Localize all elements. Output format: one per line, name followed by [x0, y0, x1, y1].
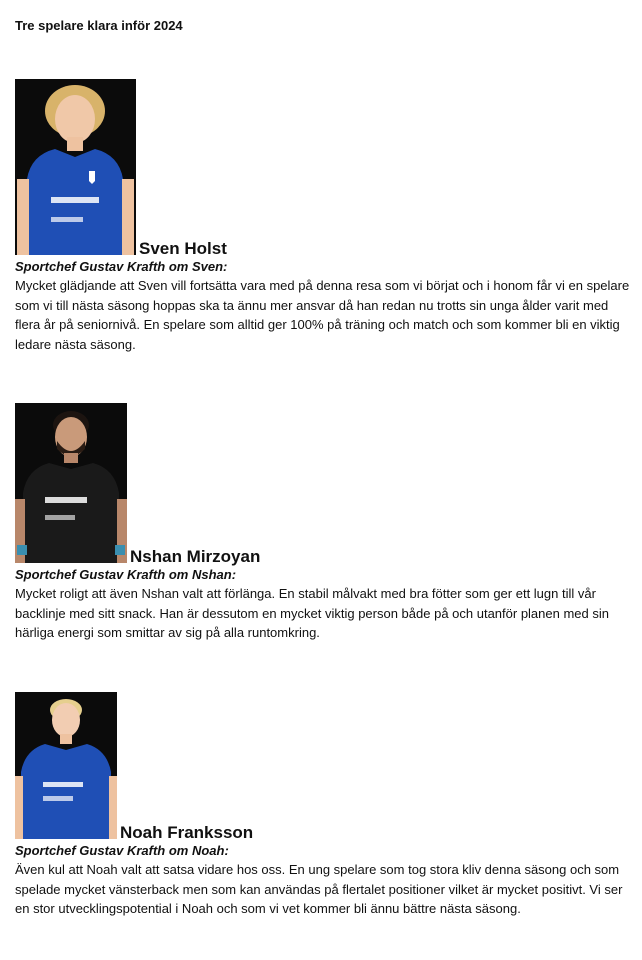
- player-section-sven: [15, 79, 635, 354]
- quote-heading: Sportchef Gustav Krafth om Noah:: [15, 843, 229, 858]
- player-photo-illustration: [15, 79, 136, 255]
- player-description: Även kul att Noah valt att satsa vidare hos oss. En ung spelare som tog stora kliv denna säsong och som spelade mycket vänsterback men som kan användas på flertalet positioner vilket är mycket positivt. Vi ser en stor utvecklingspotential i Noah och som vi vet kommer bli ännu bättre nästa säsong.: [15, 862, 623, 916]
- quote-heading: Sportchef Gustav Krafth om Sven:: [15, 259, 228, 274]
- page-title: Tre spelare klara inför 2024: [15, 18, 183, 33]
- player-photo: [15, 403, 127, 563]
- player-name: Noah Franksson: [120, 823, 254, 842]
- quote-heading: Sportchef Gustav Krafth om Nshan:: [15, 567, 237, 582]
- player-photo-illustration: [15, 692, 117, 839]
- player-name: Sven Holst: [139, 239, 227, 258]
- player-photo: [15, 79, 136, 255]
- player-section-noah: [15, 692, 635, 919]
- player-name: Nshan Mirzoyan: [130, 547, 261, 566]
- player-section-nshan: [15, 403, 635, 643]
- player-description: Mycket roligt att även Nshan valt att förlänga. En stabil målvakt med bra fötter som ger ett lugn till vår backlinje med sitt snack. Han är dessutom en mycket viktig person både på och utanför planen med sin härliga energi som smittar av sig på alla runtomkring.: [15, 586, 609, 640]
- player-description: Mycket glädjande att Sven vill fortsätta vara med på denna resa som vi börjat och i honom får vi en spelare som vi till nästa säsong hoppas ska ta ännu mer ansvar då han redan nu trotts sin unga ålder varit med flera år på seniornivå. En spelare som alltid ger 100% på träning och match och som kommer bli en viktig ledare nästa säsong.: [15, 278, 630, 352]
- player-photo-illustration: [15, 403, 127, 563]
- player-photo: [15, 692, 117, 839]
